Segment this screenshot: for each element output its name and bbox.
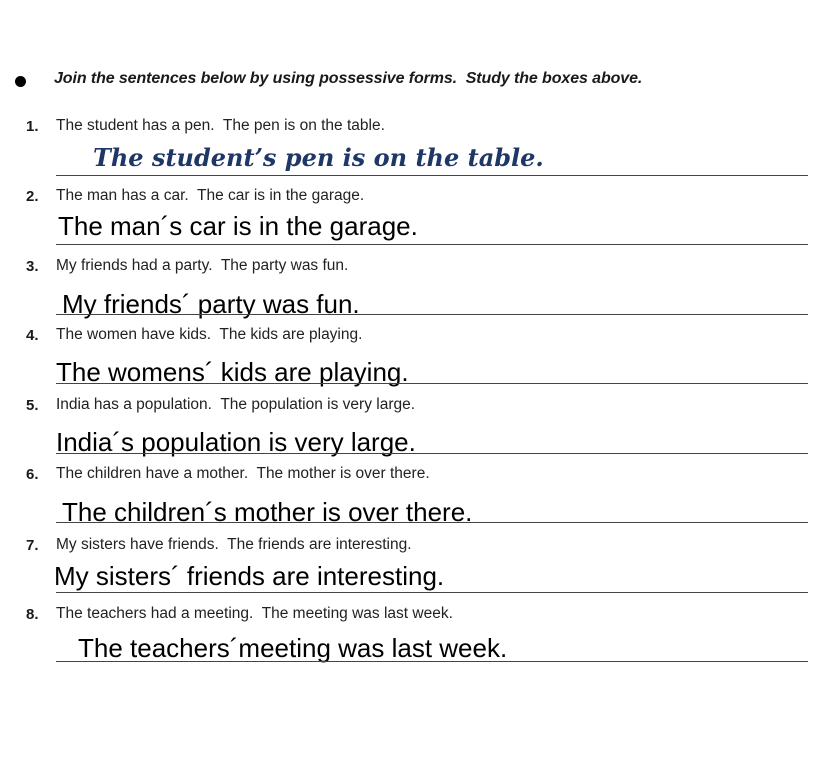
bullet-icon (15, 76, 26, 87)
item-answer[interactable]: The student’s pen is on the table. (93, 143, 544, 172)
item-number: 1. (26, 118, 39, 135)
item-answer[interactable]: The man´s car is in the garage. (58, 211, 418, 241)
item-number: 2. (26, 188, 39, 205)
item-prompt: My sisters have friends. The friends are interesting. (56, 536, 412, 553)
item-prompt: The women have kids. The kids are playing. (56, 326, 363, 343)
answer-line (56, 453, 808, 454)
answer-line (56, 383, 808, 384)
item-answer[interactable]: India´s population is very large. (56, 427, 416, 457)
item-prompt: My friends had a party. The party was fun. (56, 257, 349, 274)
answer-line (56, 592, 808, 593)
item-answer[interactable]: The children´s mother is over there. (62, 497, 473, 527)
instruction-text: Join the sentences below by using possessive forms. Study the boxes above. (54, 70, 643, 87)
answer-line (56, 244, 808, 245)
item-prompt: The student has a pen. The pen is on the table. (56, 117, 385, 134)
item-number: 5. (26, 397, 39, 414)
answer-line (56, 175, 808, 176)
item-answer[interactable]: My sisters´ friends are interesting. (54, 561, 445, 591)
item-answer[interactable]: My friends´ party was fun. (62, 289, 360, 319)
item-number: 7. (26, 537, 39, 554)
item-prompt: The man has a car. The car is in the garage. (56, 187, 365, 204)
answer-line (56, 522, 808, 523)
item-answer[interactable]: The teachers´meeting was last week. (78, 633, 508, 663)
item-answer[interactable]: The womens´ kids are playing. (56, 357, 409, 387)
item-number: 3. (26, 258, 39, 275)
answer-line (56, 314, 808, 315)
answer-line (56, 661, 808, 662)
item-number: 4. (26, 327, 39, 344)
item-number: 8. (26, 606, 39, 623)
item-number: 6. (26, 466, 39, 483)
item-prompt: The children have a mother. The mother is over there. (56, 465, 430, 482)
item-prompt: India has a population. The population is very large. (56, 396, 416, 413)
item-prompt: The teachers had a meeting. The meeting was last week. (56, 605, 453, 622)
